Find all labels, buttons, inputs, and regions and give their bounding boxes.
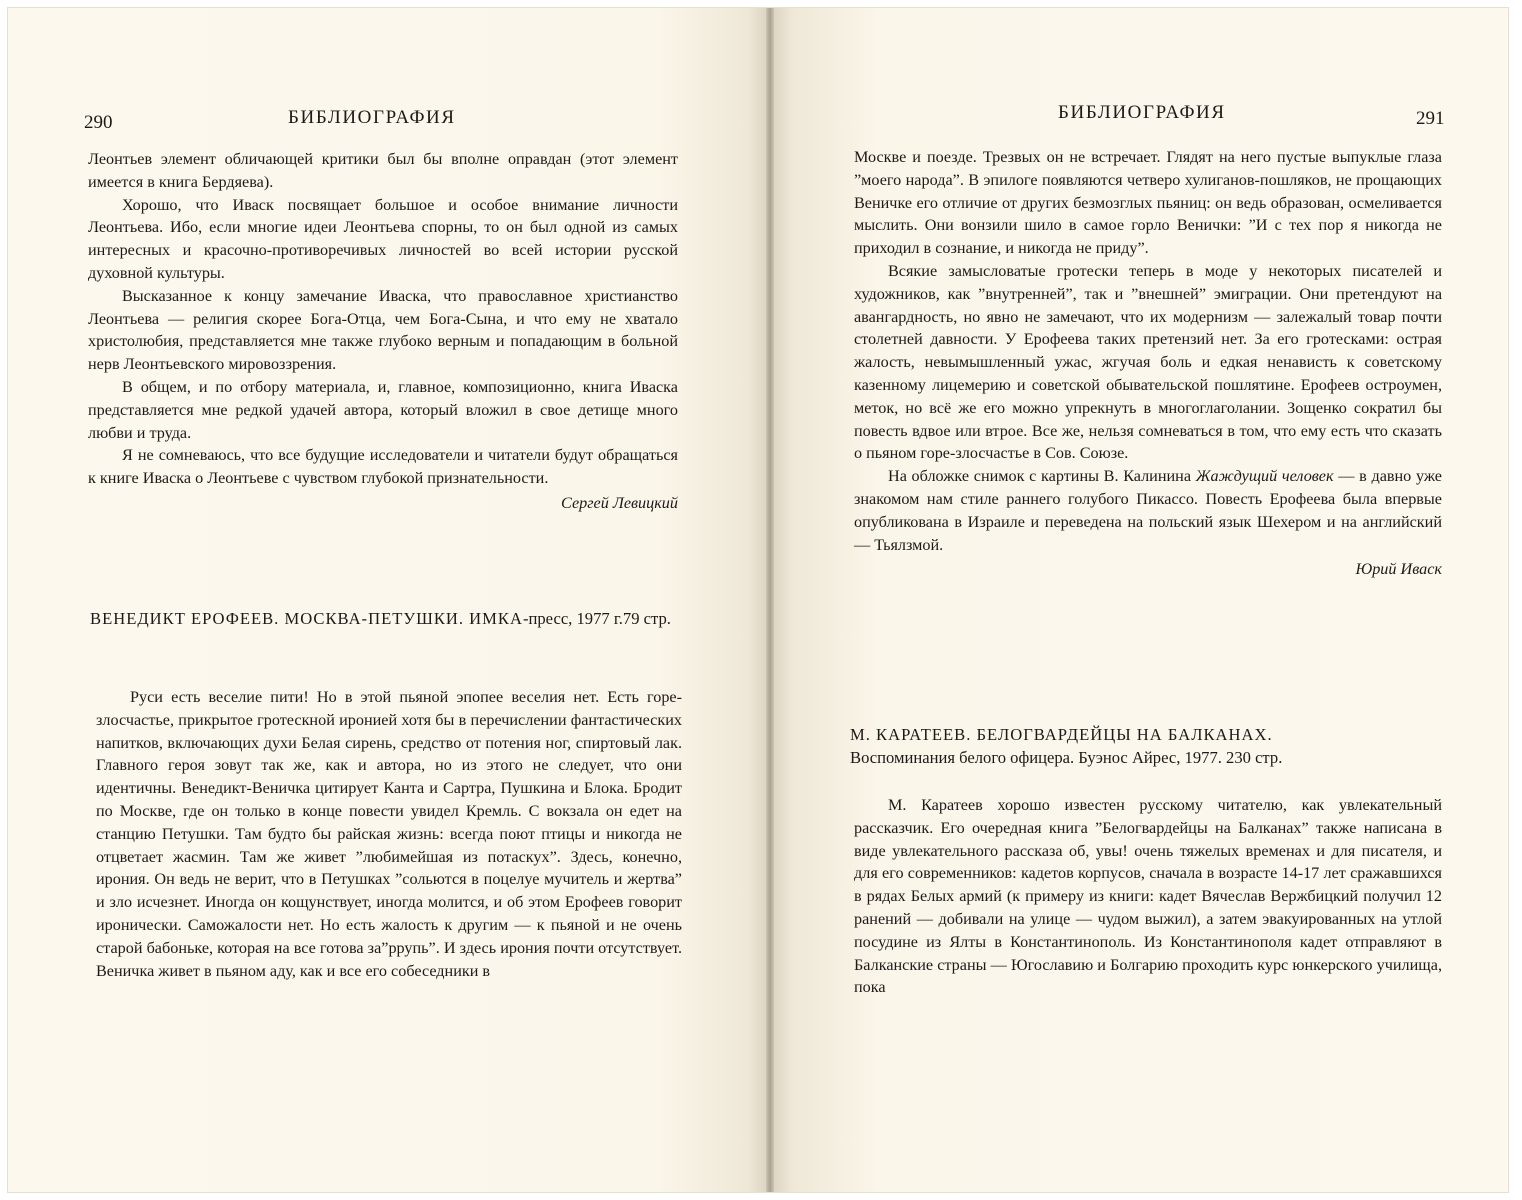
book-spread (8, 8, 1508, 1192)
running-header-right: БИБЛИОГРАФИЯ (1058, 102, 1226, 123)
review-title-caps: ВЕНЕДИКТ ЕРОФЕЕВ. МОСКВА-ПЕТУШКИ. ИМКА (90, 609, 523, 628)
signature-ivask: Юрий Иваск (1355, 560, 1442, 579)
painting-title: Жаждущий человек (1195, 467, 1334, 486)
review-title: М. КАРАТЕЕВ. БЕЛОГВАРДЕЙЦЫ НА БАЛКАНАХ. (850, 725, 1273, 744)
right-text-review (854, 794, 1442, 999)
paragraph: Леонтьев элемент обличающей критики был бы вполне оправдан (этот элемент имеется в книга Бердяева). (88, 150, 678, 191)
review-title-rest: -пресс, 1977 г.79 стр. (522, 609, 671, 628)
paragraph: Высказанное к концу замечание Иваска, что православное христианство Леонтьева — религия скорее Бога-Отца, чем Бога-Сына, и что ему не хватало христолюбия, представляется мне также глубоко верным и попадающим в больной нерв Леонтьевского мировоззрения. (88, 286, 678, 374)
left-page (8, 8, 770, 1192)
left-text-top (88, 148, 678, 515)
page-number-right: 291 (1416, 108, 1445, 129)
paragraph: Москве и поезде. Трезвых он не встречает. Глядят на него пустые выпуклые глаза ”моего народа”. В эпилоге появляются четверо хулиганов-пошляков, не прощающих Веничке его отличие от других безмозглых пьяниц: он ведь образован, осмеливается мыслить. Они вонзили шило в самое горло Венички: ”И с тех пор я никогда не приходил в сознание, и никогда не приду”. (854, 148, 1442, 258)
review-title-karateev (850, 724, 1442, 770)
paragraph: Я не сомневаюсь, что все будущие исследователи и читатели будут обращаться к книге Иваска о Леонтьеве с чувством глубокой признательности. (88, 446, 678, 488)
paragraph: Хорошо, что Иваск посвящает большое и особое внимание личности Леонтьева. Ибо, если многие идеи Леонтьева спорны, то он был одной из самых интересных и красочно-противоречивых личностей во всей истории русской духовной культуры. (88, 195, 678, 282)
review-title-erofeev (90, 608, 678, 631)
right-text-top (854, 146, 1442, 581)
paragraph-cover-note: На обложке снимок с картины В. Калинина Жаждущий человек — в давно уже знакомом нам стиле раннего голубого Пикассо. Повесть Ерофеева была впервые опубликована в Израиле и переведена на польский язык Шехером и на английский — Тьялзмой. (854, 467, 1442, 554)
running-header-left: БИБЛИОГРАФИЯ (288, 107, 456, 128)
left-text-review (96, 686, 682, 982)
paragraph: Руси есть веселие пити! Но в этой пьяной эпопее веселия нет. Есть горе-злосчастье, прикрытое гротескной иронией хотя бы в перечислении фантастических напитков, включающих духи Белая сирень, средство от потения ног, спиртовый лак. Главного героя зовут так же, как и автора, но из этого не следует, что они идентичны. Венедикт-Веничка цитирует Канта и Сартра, Пушкина и Блока. Бродит по Москве, где он только в конце повести увидел Кремль. С вокзала он едет на станцию Петушки. Там будто бы райская жизнь: всегда поют птицы и никогда не отцветает жасмин. Там же живет ”любимейшая из потаскух”. Здесь, конечно, ирония. Он ведь не верит, что в Петушках ”сольются в поцелуе мучитель и жертва” и зло исчезнет. Иногда он кощунствует, иногда молится, и об этом Ерофеев говорит иронически. Саможалости нет. Но есть жалость к другим — к пьяной и не очень старой бабоньке, которая на все готова за”ррупь”. И здесь ирония почти отсутствует. Веничка живет в пьяном аду, как и все его собеседники в (96, 688, 682, 980)
paragraph: В общем, и по отбору материала, и, главное, композиционно, книга Иваска представляется мне редкой удачей автора, который вложил в свое детище много любви и труда. (88, 377, 678, 442)
paragraph: Всякие замысловатые гротески теперь в моде у некоторых писателей и художников, как ”внутренней”, так и ”внешней” эмиграции. Они претендуют на авангардность, но явно не замечают, что их модернизм — залежалый товар почти столетней давности. У Ерофеева таких претензий нет. За его гротесками: острая жалость, невымышленный ужас, жгучая боль и едкая ненависть к советскому казенному лицемерию и советской обывательской пошлятине. Ерофеев остроумен, меток, но всё же его можно упрекнуть в многоглаголании. Зощенко сократил бы повесть вдвое или втрое. Все же, нельзя сомневаться в том, что ему есть что сказать о пьяном горе-злосчастье в Сов. Союзе. (854, 261, 1442, 463)
right-page (770, 8, 1508, 1192)
paragraph: М. Каратеев хорошо известен русскому читателю, как увлекательный рассказчик. Его очередная книга ”Белогвардейцы на Балканах” также написана в виде увлекательного рассказа об, увы! очень тяжелых временах и для писателя, и для его современников: кадетов корпусов, сначала в возрасте 14-17 лет сражавшихся в рядах Белых армий (к примеру из книги: кадет Вячеслав Вержбицкий получил 12 ранений — добивали на улице — чудом выжил), а затем эвакуированных на утлой посудине из Ялты в Константинополь. Из Константинополя кадет отправляют в Балканские страны — Югославию и Болгарию проходить курс юнкерского училища, пока (854, 796, 1442, 997)
page-number-left: 290 (84, 112, 113, 133)
book-gutter (766, 8, 774, 1192)
signature-levitsky: Сергей Левицкий (561, 493, 678, 512)
review-subtitle: Воспоминания белого офицера. Буэнос Айрес, 1977. 230 стр. (850, 747, 1283, 767)
